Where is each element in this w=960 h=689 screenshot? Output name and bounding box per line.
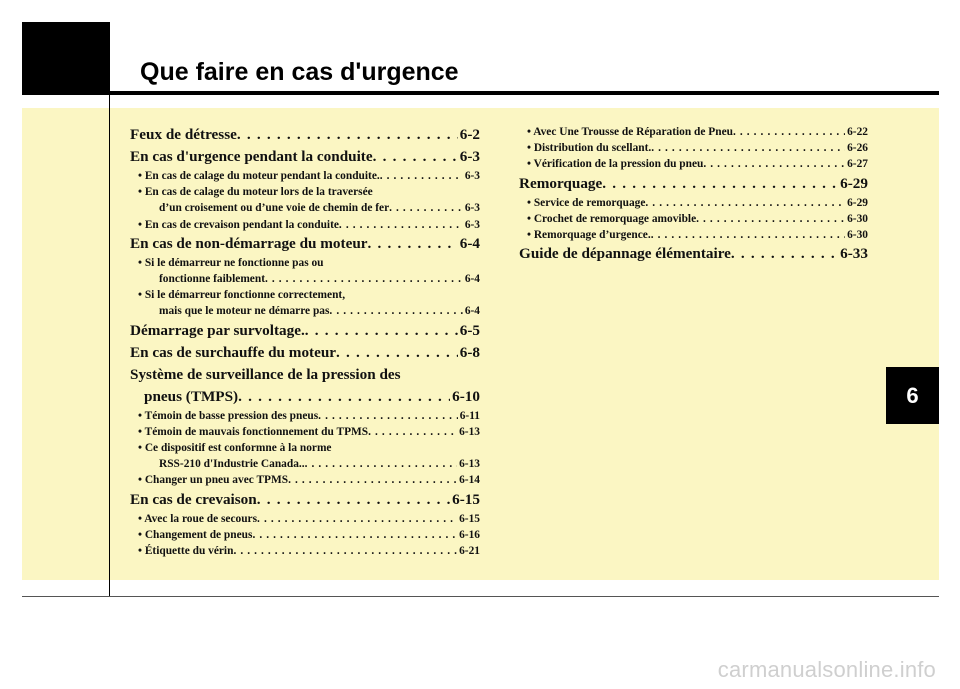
toc-subentry[interactable]: • Changer un pneu avec TPMS . . . 6-14	[130, 472, 480, 488]
toc-subentry-line1: • Si le démarreur ne fonctionne pas ou	[138, 256, 324, 269]
toc-subentry[interactable]: fonctionne faiblement . . . 6-4	[130, 271, 480, 287]
toc-entry[interactable]: Démarrage par survoltage. . . . 6-5	[130, 320, 480, 342]
toc-entry[interactable]: En cas d'urgence pendant la conduite . . . 6-3	[130, 146, 480, 168]
toc-subentry[interactable]: d’un croisement ou d’une voie de chemin de fer . . . 6-3	[130, 200, 480, 216]
toc-subentry[interactable]: • Étiquette du vérin . . . 6-21	[130, 543, 480, 559]
toc-subentry[interactable]: • Témoin de basse pression des pneus . . . 6-11	[130, 408, 480, 424]
toc-subentry[interactable]: RSS-210 d'Industrie Canada.. . . . 6-13	[130, 456, 480, 472]
chapter-tab: 6	[886, 367, 939, 424]
toc-entry[interactable]: En cas de non-démarrage du moteur . . . 6-4	[130, 233, 480, 255]
left-margin-rule	[109, 95, 110, 597]
toc-entry[interactable]: Feux de détresse . . . 6-2	[130, 124, 480, 146]
toc-subentry-line1: • Ce dispositif est conformne à la norme	[138, 442, 332, 455]
toc-subentry[interactable]: • Avec Une Trousse de Réparation de Pneu . . . 6-22	[519, 124, 868, 140]
title-underline	[110, 91, 939, 95]
toc-entry[interactable]: Guide de dépannage élémentaire . . . 6-33	[519, 243, 868, 265]
toc-subentry[interactable]: • Vérification de la pression du pneu . . . 6-27	[519, 156, 868, 172]
toc-subentry[interactable]: mais que le moteur ne démarre pas . . . 6-4	[130, 303, 480, 319]
toc-entry[interactable]: Remorquage . . . 6-29	[519, 173, 868, 195]
toc-column-left	[130, 124, 480, 559]
toc-column-right	[519, 124, 868, 265]
toc-subentry[interactable]: • Service de remorquage . . . 6-29	[519, 195, 868, 211]
bottom-rule	[22, 596, 939, 597]
toc-entry[interactable]: pneus (TMPS) . . . 6-10	[130, 386, 480, 408]
toc-entry[interactable]: En cas de crevaison . . . 6-15	[130, 489, 480, 511]
toc-subentry[interactable]: • Crochet de remorquage amovible . . . 6-30	[519, 211, 868, 227]
toc-subentry[interactable]: • Changement de pneus . . . 6-16	[130, 527, 480, 543]
toc-subentry[interactable]: • En cas de crevaison pendant la conduite . . . 6-3	[130, 217, 480, 233]
toc-entry[interactable]: En cas de surchauffe du moteur . . . 6-8	[130, 342, 480, 364]
chapter-corner-block	[22, 22, 110, 95]
page-title: Que faire en cas d'urgence	[140, 58, 459, 86]
toc-subentry-line1: • Si le démarreur fonctionne correctement,	[138, 289, 346, 302]
toc-subentry[interactable]: • Témoin de mauvais fonctionnement du TPMS . . . 6-13	[130, 424, 480, 440]
toc-entry-line1: Système de surveillance de la pression des	[130, 365, 401, 383]
toc-subentry[interactable]: • Distribution du scellant. . . . 6-26	[519, 140, 868, 156]
toc-subentry[interactable]: • Remorquage d’urgence. . . . 6-30	[519, 227, 868, 243]
toc-subentry[interactable]: • Avec la roue de secours . . . 6-15	[130, 511, 480, 527]
watermark: carmanualsonline.info	[717, 657, 936, 682]
toc-subentry[interactable]: • En cas de calage du moteur pendant la conduite. . . . 6-3	[130, 168, 480, 184]
toc-subentry-line1: • En cas de calage du moteur lors de la traversée	[138, 186, 373, 199]
